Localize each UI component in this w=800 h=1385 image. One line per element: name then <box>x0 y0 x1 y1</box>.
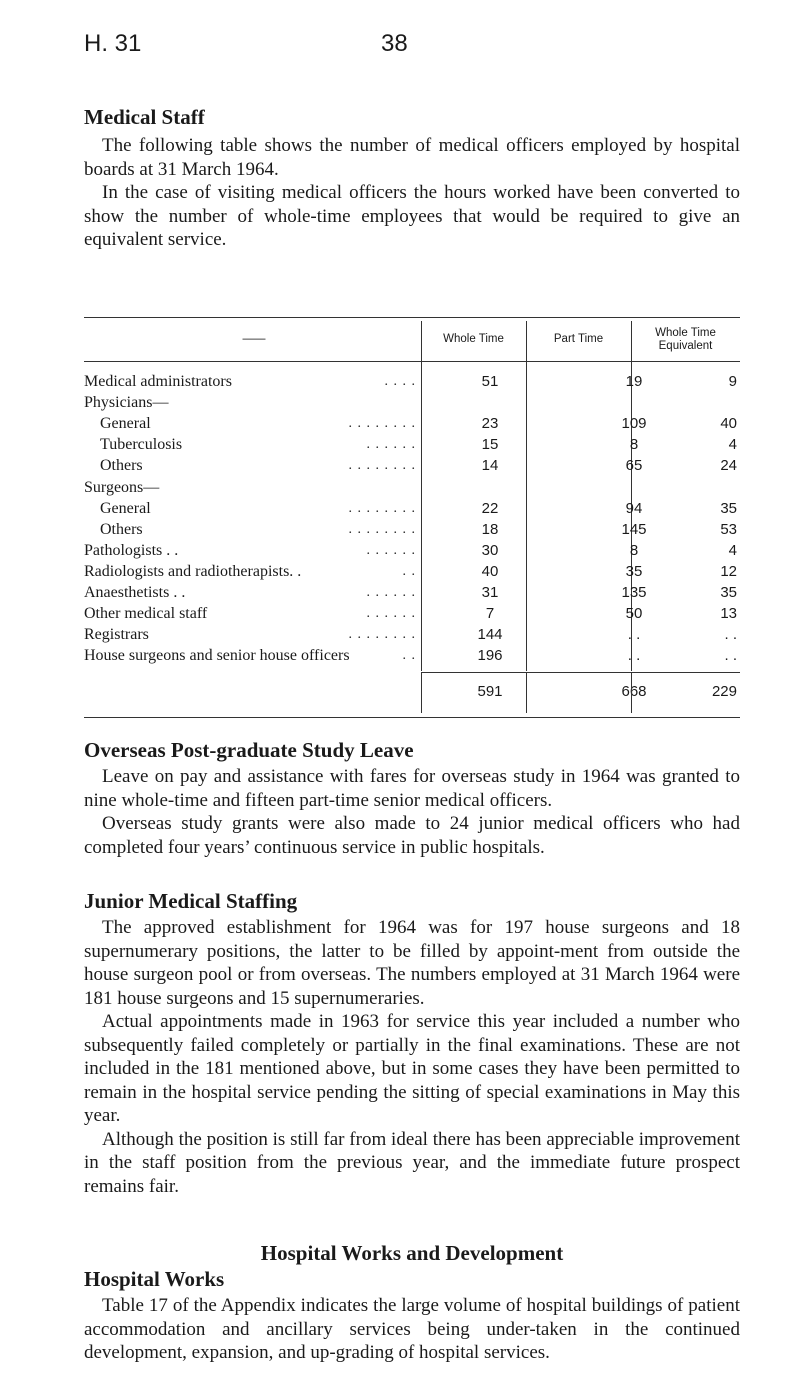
equivalent-cell: . . <box>724 626 737 644</box>
row-label: Registrars <box>84 626 149 644</box>
whole-time-cell: 15 <box>481 436 499 454</box>
section-title: Overseas Post-graduate Study Leave <box>84 738 414 762</box>
section-title: Medical Staff <box>84 105 205 129</box>
row-label: Others <box>100 457 143 475</box>
part-time-cell: 8 <box>629 436 639 454</box>
table-row <box>84 373 740 391</box>
leader-dots: . . . . . . . . <box>348 416 416 432</box>
leader-dots: . . . . . . . . <box>348 458 416 474</box>
totals-rule <box>421 672 740 673</box>
whole-time-cell: 18 <box>481 520 499 538</box>
junior-staffing-section <box>84 888 740 1198</box>
equivalent-cell: 40 <box>720 415 737 433</box>
part-time-cell: 35 <box>625 562 643 580</box>
column-header: Part Time <box>553 333 604 345</box>
part-time-cell: . . <box>627 626 641 644</box>
table-row <box>84 436 740 454</box>
totals-row <box>84 683 740 701</box>
table-row <box>84 647 740 665</box>
section-title: Hospital Works <box>84 1267 225 1291</box>
row-label: General <box>100 415 151 433</box>
paragraph: Overseas study grants were also made to 24 junior medical officers who had completed four years’ continuous service in public hospitals. <box>84 813 740 858</box>
whole-time-cell: 51 <box>481 373 499 390</box>
equivalent-cell: 35 <box>720 499 737 517</box>
equivalent-cell: 13 <box>720 605 737 623</box>
whole-time-cell: 40 <box>481 562 499 580</box>
part-time-cell: 8 <box>629 541 639 559</box>
overseas-section <box>84 737 740 859</box>
leader-dots: . . . . . . . . <box>348 521 416 537</box>
whole-time-cell: 196 <box>477 647 503 665</box>
table-row <box>84 500 740 518</box>
leader-dots: . . <box>402 648 416 664</box>
table-row <box>84 605 740 623</box>
leader-dots: . . . . . . <box>366 585 416 600</box>
header-corner: —— <box>242 333 266 345</box>
row-label: Others <box>100 520 143 538</box>
table-row <box>84 626 740 644</box>
paragraph: Leave on pay and assistance with fares for overseas study in 1964 was granted to nine whole-time and fifteen part-time senior medical officers. <box>84 766 740 811</box>
part-time-cell: 19 <box>625 373 643 390</box>
leader-dots: . . . . . . . . <box>348 500 416 516</box>
medical-staff-section <box>84 104 740 252</box>
total-equivalent: 229 <box>711 683 737 700</box>
hospital-works-section <box>84 1240 740 1365</box>
table-row <box>84 457 740 475</box>
paragraph: Although the position is still far from ideal there has been appreciable improvement in the staff position from the previous year, and the immediate future prospect remains fair. <box>84 1128 740 1197</box>
whole-time-cell: 14 <box>481 457 499 475</box>
total-whole-time: 591 <box>477 683 503 700</box>
page-header <box>84 30 740 70</box>
paragraph: Table 17 of the Appendix indicates the large volume of hospital buildings of patient accommodation and ancillary services being under-taken in the continued development, expansion, and up-grading of hospital services. <box>84 1295 740 1363</box>
equivalent-cell: 9 <box>728 373 737 390</box>
row-label: Pathologists . . <box>84 541 179 559</box>
table-row <box>84 584 740 602</box>
part-time-cell: 50 <box>625 605 643 623</box>
part-time-cell: 109 <box>621 415 647 433</box>
part-time-cell: 65 <box>625 457 643 475</box>
total-part-time: 668 <box>621 683 647 700</box>
whole-time-cell: 144 <box>477 626 503 644</box>
table-header-rule <box>84 361 740 362</box>
part-time-cell: 135 <box>621 584 647 601</box>
table-row <box>84 415 740 433</box>
row-label: Other medical staff <box>84 605 208 623</box>
row-label: Radiologists and radiotherapists. . <box>84 562 302 580</box>
column-header: Whole Time Equivalent <box>655 327 716 352</box>
section-title: Junior Medical Staffing <box>84 889 298 913</box>
row-label: Surgeons— <box>84 478 160 496</box>
table-bottom-rule <box>84 717 740 718</box>
row-label: Physicians— <box>84 394 169 412</box>
equivalent-cell: 4 <box>728 436 737 454</box>
row-label: General <box>100 499 151 517</box>
leader-dots: . . . . . . <box>366 606 416 622</box>
page-number: 38 <box>381 30 408 57</box>
equivalent-cell: 24 <box>720 457 737 475</box>
row-label: House surgeons and senior house officers <box>84 647 350 665</box>
medical-officers-table <box>84 317 740 719</box>
document-reference: H. 31 <box>84 30 142 57</box>
leader-dots: . . . . . . . . <box>348 627 416 643</box>
table-row <box>84 479 740 497</box>
table-row <box>84 563 740 581</box>
row-label: Tuberculosis <box>100 436 183 454</box>
paragraph: The approved establishment for 1964 was for 197 house surgeons and 18 supernumerary positions, the latter to be filled by appoint-ment from outside the house surgeon pool or from overseas. The numbers employed at 31 March 1964 were 181 house surgeons and 15 supernumeraries. <box>84 917 740 1009</box>
equivalent-cell: 12 <box>720 562 737 580</box>
whole-time-cell: 31 <box>481 584 499 601</box>
equivalent-cell: 35 <box>720 584 737 601</box>
leader-dots: . . . . <box>384 374 416 389</box>
table-row <box>84 394 740 412</box>
row-label: Anaesthetists . . <box>84 584 186 601</box>
paragraph: The following table shows the number of medical officers employed by hospital boards at 31 March 1964. <box>84 135 740 180</box>
whole-time-cell: 23 <box>481 415 499 433</box>
leader-dots: . . . . . . <box>366 542 416 558</box>
table-top-rule <box>84 317 740 318</box>
paragraph: Actual appointments made in 1963 for service this year included a number who subsequently failed completely or partially in the final examinations. These are not included in the 181 mentioned above, but in some cases they have been permitted to remain in the hospital service pending the sitting of special examinations in May this year. <box>84 1011 740 1126</box>
part-time-cell: . . <box>627 647 641 665</box>
row-label: Medical administrators <box>84 373 232 390</box>
equivalent-cell: . . <box>724 647 737 665</box>
column-header: Whole Time <box>443 333 504 345</box>
leader-dots: . . <box>402 563 416 579</box>
whole-time-cell: 22 <box>481 499 499 517</box>
part-time-cell: 94 <box>625 499 643 517</box>
table-row <box>84 542 740 560</box>
paragraph: In the case of visiting medical officers the hours worked have been converted to show the number of whole-time employees that would be required to give an equivalent service. <box>84 182 740 250</box>
leader-dots: . . . . . . <box>366 437 416 453</box>
part-time-cell: 145 <box>621 520 647 538</box>
whole-time-cell: 30 <box>481 541 499 559</box>
centered-heading: Hospital Works and Development <box>260 1241 564 1265</box>
whole-time-cell: 7 <box>485 605 495 623</box>
table-row <box>84 521 740 539</box>
equivalent-cell: 53 <box>720 520 737 538</box>
equivalent-cell: 4 <box>728 541 737 559</box>
